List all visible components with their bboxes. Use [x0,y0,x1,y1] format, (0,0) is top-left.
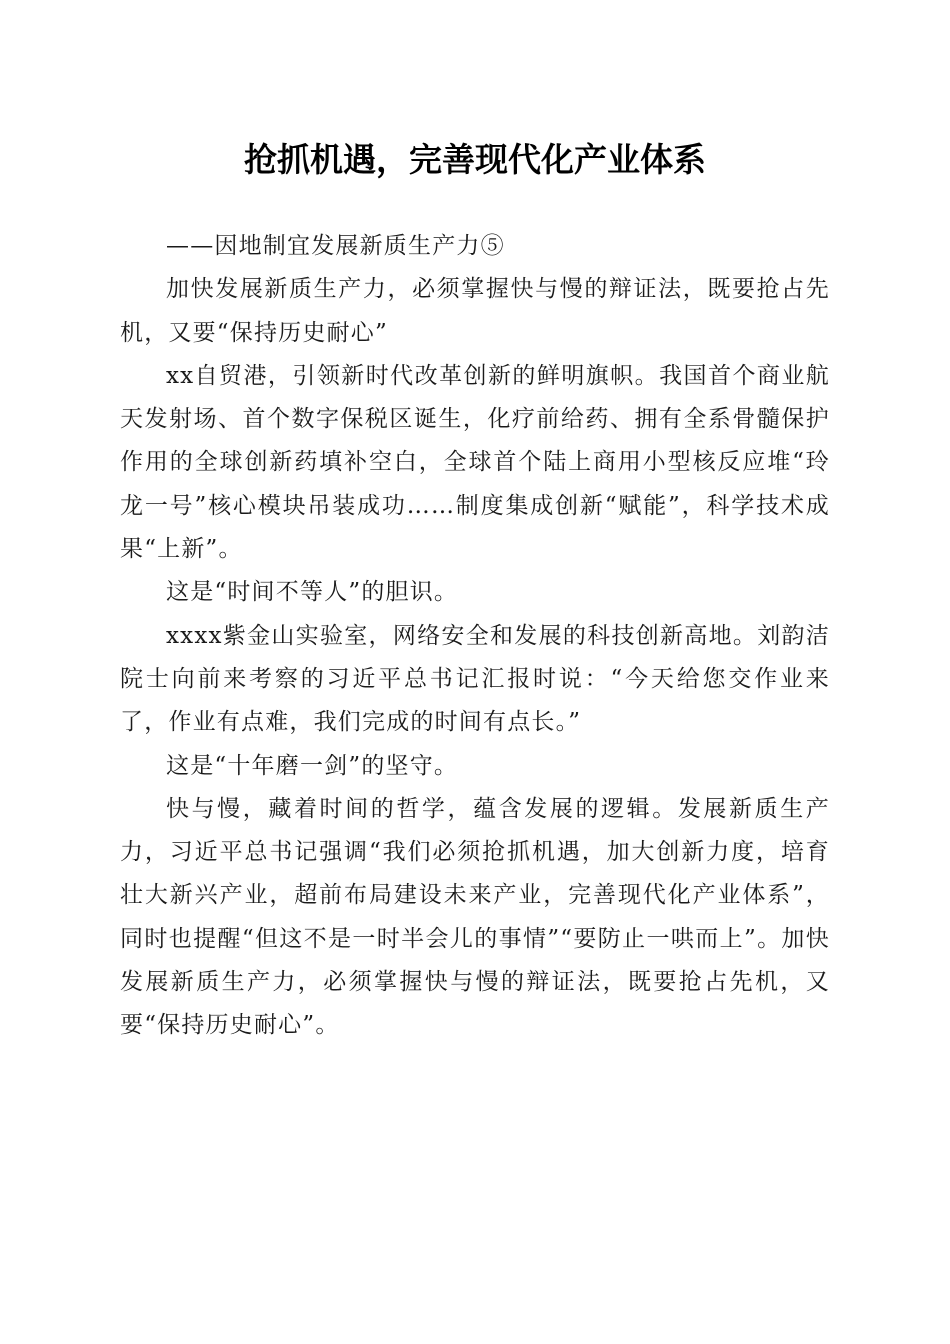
body-paragraph: 这是“时间不等人”的胆识。 [166,579,459,606]
document-title: 抢抓机遇，完善现代化产业体系 [244,140,706,179]
body-paragraph: 快与慢，藏着时间的哲学，蕴含发展的逻辑。发展新质生产力，习近平总书记强调“我们必须抢抓机遇，加大创新力度，培育壮大新兴产业，超前布局建设未来产业，完善现代化产业体系”，同时也提醒“但这不是一时半会儿的事情”“要防止一哄而上”。加快发展新质生产力，必须掌握快与慢的辩证法，既要抢占先机，又要“保持历史耐心”。 [120,795,830,1039]
body-paragraph: xx自贸港，引领新时代改革创新的鲜明旗帜。我国首个商业航天发射场、首个数字保税区诞生，化疗前给药、拥有全系骨髓保护作用的全球创新药填补空白，全球首个陆上商用小型核反应堆“玲龙一号”核心模块吊装成功……制度集成创新“赋能”，科学技术成果“上新”。 [120,362,830,563]
body-paragraph: 加快发展新质生产力，必须掌握快与慢的辩证法，既要抢占先机，又要“保持历史耐心” [120,276,830,346]
body-paragraph: xxxx紫金山实验室，网络安全和发展的科技创新高地。刘韵洁院士向前来考察的习近平总书记汇报时说：“今天给您交作业来了，作业有点难，我们完成的时间有点长。” [120,622,830,736]
body-paragraph: 这是“十年磨一剑”的坚守。 [166,752,459,779]
subtitle-paragraph: ——因地制宜发展新质生产力⑤ [166,233,505,259]
document-body [120,225,830,1048]
